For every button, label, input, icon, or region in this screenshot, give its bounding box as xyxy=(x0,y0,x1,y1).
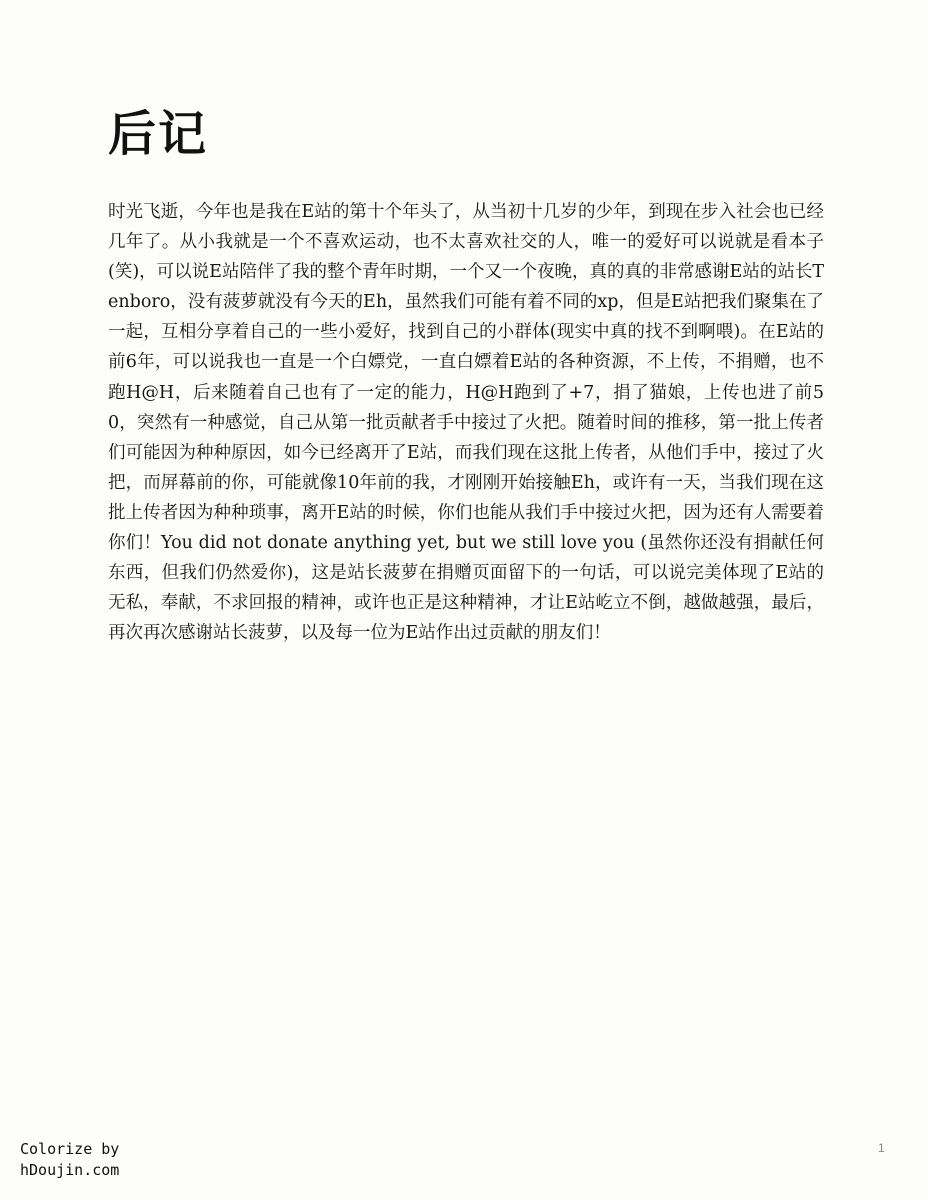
page-title: 后记 xyxy=(108,106,209,162)
body-paragraph: 时光飞逝，今年也是我在E站的第十个年头了，从当初十几岁的少年，到现在步入社会也已经几年了。从小我就是一个不喜欢运动，也不太喜欢社交的人，唯一的爱好可以说就是看本子(笑)，可以说E站陪伴了我的整个青年时期，一个又一个夜晚，真的真的非常感谢E站的站长Tenboro，没有菠萝就没有今天的Eh，虽然我们可能有着不同的xp，但是E站把我们聚集在了一起，互相分享着自己的一些小爱好，找到自己的小群体(现实中真的找不到啊喂)。在E站的前6年，可以说我也一直是一个白嫖党，一直白嫖着E站的各种资源，不上传，不捐赠，也不跑H@H，后来随着自己也有了一定的能力，H@H跑到了+7，捐了猫娘，上传也进了前50，突然有一种感觉，自己从第一批贡献者手中接过了火把。随着时间的推移，第一批上传者们可能因为种种原因，如今已经离开了E站，而我们现在这批上传者，从他们手中，接过了火把，而屏幕前的你，可能就像10年前的我，才刚刚开始接触Eh，或许有一天，当我们现在这批上传者因为种种琐事，离开E站的时候，你们也能从我们手中接过火把，因为还有人需要着你们！You did not donate anything yet, but we still love you (虽然你还没有捐献任何东西，但我们仍然爱你)，这是站长菠萝在捐赠页面留下的一句话，可以说完美体现了E站的无私，奉献，不求回报的精神，或许也正是这种精神，才让E站屹立不倒，越做越强，最后，再次再次感谢站长菠萝，以及每一位为E站作出过贡献的朋友们！ xyxy=(108,202,824,644)
page-number: 1 xyxy=(878,1141,885,1155)
credit-line-1: Colorize by xyxy=(20,1140,120,1158)
credit-line-2: hDoujin.com xyxy=(20,1161,120,1179)
colorize-credit xyxy=(20,1139,119,1181)
